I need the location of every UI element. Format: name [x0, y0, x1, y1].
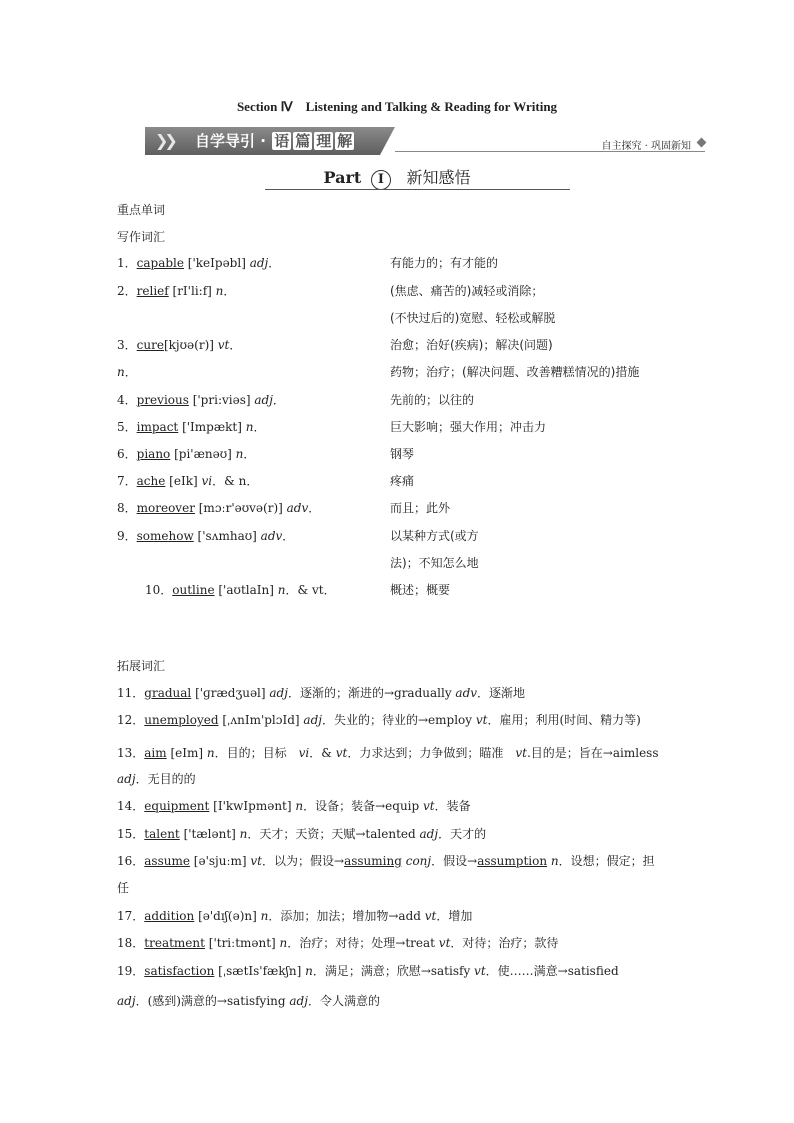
word-pos: n — [550, 854, 559, 868]
word-phonetic: ['sʌmhaʊ] — [193, 529, 261, 543]
word-number: 4． — [117, 393, 137, 407]
word-number: 1． — [117, 256, 137, 270]
word-phonetic: [kjʊə(r)] — [163, 338, 218, 352]
extension-word-line: 任 — [117, 881, 130, 895]
word-headword: somehow — [136, 529, 194, 543]
word-headword: assuming — [344, 854, 402, 868]
word-pos: adv — [455, 686, 478, 700]
writing-word-row — [117, 445, 255, 462]
word-pos: vi — [298, 746, 310, 760]
word-headword: relief — [136, 284, 169, 298]
word-pos: conj — [405, 854, 432, 868]
word-meaning: 治愈；治好(疾病)；解决(问题) — [390, 338, 553, 352]
word-pos: n — [305, 964, 313, 978]
word-pos: n — [215, 284, 224, 298]
heading-extension-words: 拓展词汇 — [117, 659, 166, 673]
writing-word-row — [117, 499, 320, 516]
word-phonetic: [eIk] — [165, 474, 202, 488]
word-pos: vt — [475, 713, 488, 727]
word-pos-tail: ． — [229, 338, 242, 352]
word-pos-tail: ． — [253, 420, 266, 434]
part-prefix: Part — [323, 168, 362, 187]
word-number: 3． — [117, 338, 137, 352]
word-phonetic: ['Impækt] — [178, 420, 246, 434]
word-headword: assume — [144, 854, 190, 868]
extension-word-line: 11．gradual ['ɡrædʒuəl] adj．逐渐的；渐进的→gradually adv．逐渐地 — [117, 686, 526, 700]
word-meaning: 概述；概要 — [390, 583, 451, 597]
word-headword: moreover — [136, 501, 195, 515]
writing-word-row — [117, 282, 235, 299]
word-meaning: 以某种方式(或方 — [390, 529, 479, 543]
word-pos-tail: ．& n． — [212, 474, 259, 488]
word-headword: assumption — [477, 854, 548, 868]
word-headword: gradual — [144, 686, 192, 700]
word-pos: adj — [289, 994, 308, 1008]
writing-word-row — [117, 363, 137, 380]
word-headword: unemployed — [144, 713, 219, 727]
word-headword: treatment — [144, 936, 205, 950]
word-pos: vt — [335, 746, 348, 760]
word-pos-tail: ． — [308, 501, 321, 515]
word-meaning: (不快过后的)宽慰、轻松或解脱 — [390, 311, 556, 325]
word-headword: impact — [136, 420, 179, 434]
word-headword: capable — [136, 256, 184, 270]
word-pos: n — [277, 583, 286, 597]
part-underline — [265, 189, 570, 190]
word-pos-tail: ．& vt． — [285, 583, 336, 597]
word-phonetic: [pi'ænəʊ] — [170, 447, 236, 461]
word-number: 8． — [117, 501, 137, 515]
word-pos: adj — [269, 686, 288, 700]
word-phonetic: [rI'li:f] — [168, 284, 216, 298]
word-pos: vt — [474, 964, 486, 978]
extension-word-line: 15．talent ['tælənt] n．天才；天资；天赋→talented adj．天才的 — [117, 827, 487, 841]
word-pos: adj — [249, 256, 269, 270]
extension-word-line: 13．aim [eIm] n．目的；目标 vi．& vt．力求达到；力争做到；瞄准 vt.目的是；旨在→aimless — [117, 746, 659, 760]
word-pos: adj — [303, 713, 322, 727]
part-roman-numeral: Ⅰ — [371, 170, 391, 190]
word-pos: n — [206, 746, 215, 760]
writing-word-row — [145, 581, 336, 598]
banner-char: 语 — [274, 132, 290, 150]
word-headword: satisfaction — [144, 964, 215, 978]
writing-word-row — [117, 254, 280, 271]
word-headword: piano — [136, 447, 171, 461]
extension-word-line: 17．addition [ə'dɪʃ(ə)n] n．添加；加法；增加物→add vt．增加 — [117, 909, 473, 923]
part-subtitle: 新知感悟 — [406, 168, 471, 187]
word-headword: outline — [172, 583, 215, 597]
section-banner — [145, 127, 705, 155]
word-pos: vi — [201, 474, 213, 488]
banner-dot: · — [260, 132, 266, 150]
word-number: 2． — [117, 284, 137, 298]
word-phonetic: ['pri:viəs] — [188, 393, 255, 407]
word-headword: cure — [136, 338, 164, 352]
word-number: 7． — [117, 474, 137, 488]
banner-label-a: 自学导引 — [195, 132, 256, 150]
word-pos: adv — [286, 501, 309, 515]
word-pos: vt — [424, 909, 437, 923]
word-pos: vt — [515, 746, 527, 760]
word-meaning: 先前的；以往的 — [390, 393, 475, 407]
word-pos: vt — [423, 799, 435, 813]
word-pos: adj — [117, 772, 136, 786]
heading-key-words: 重点单词 — [117, 203, 166, 217]
word-pos: adv — [260, 529, 283, 543]
word-headword: addition — [144, 909, 195, 923]
word-headword: aim — [144, 746, 167, 760]
banner-char: 篇 — [295, 132, 311, 150]
section-title: Section Ⅳ Listening and Talking & Reading for Writing — [236, 99, 558, 114]
word-number: 10． — [145, 583, 173, 597]
writing-word-row — [117, 336, 241, 353]
word-pos: vt — [438, 936, 451, 950]
extension-word-line: 12．unemployed [ˌʌnIm'plɔId] adj．失业的；待业的→employ vt．雇用；利用(时间、精力等) — [117, 713, 641, 727]
word-pos: adj — [117, 994, 136, 1008]
word-headword: equipment — [144, 799, 210, 813]
extension-word-line: adj．(感到)满意的→satisfying adj．令人满意的 — [117, 994, 380, 1008]
banner-label — [195, 130, 355, 151]
diamond-icon — [697, 138, 707, 148]
word-meaning: 而且；此外 — [390, 501, 451, 515]
word-headword: previous — [136, 393, 189, 407]
extension-word-line: 16．assume [ə'sjuːm] vt．以为；假设→assuming conj．假设→assumption n．设想；假定；担 — [117, 854, 655, 868]
word-pos-tail: ． — [124, 365, 137, 379]
word-phonetic: ['aʊtlaIn] — [214, 583, 278, 597]
part-heading — [0, 165, 794, 190]
banner-char: 理 — [316, 132, 332, 150]
word-pos-tail: ． — [223, 284, 236, 298]
word-pos-tail: ． — [272, 393, 285, 407]
extension-word-line: 18．treatment ['triːtmənt] n．治疗；对待；处理→treat vt．对待；治疗；款待 — [117, 936, 559, 950]
word-meaning: 法)；不知怎么地 — [390, 556, 479, 570]
word-pos: vt — [217, 338, 230, 352]
word-meaning: 有能力的；有才能的 — [390, 256, 499, 270]
extension-word-line: 19．satisfaction [ˌsætIs'fækʃn] n．满足；满意；欣慰→satisfy vt．使……满意→satisfied — [117, 964, 619, 978]
word-pos: n — [279, 936, 288, 950]
word-pos: adj — [419, 827, 439, 841]
word-pos: n — [235, 447, 244, 461]
extension-word-line: adj．无目的的 — [117, 772, 196, 786]
word-pos: n — [239, 827, 248, 841]
word-phonetic: [mɔːr'əʊvə(r)] — [194, 501, 287, 515]
word-meaning: (焦虑、痛苦的)减轻或消除； — [390, 284, 544, 298]
word-number: 9． — [117, 529, 137, 543]
word-pos-tail: ． — [268, 256, 281, 270]
word-pos: n — [295, 799, 304, 813]
word-meaning: 巨大影响；强大作用；冲击力 — [390, 420, 547, 434]
word-number: 5． — [117, 420, 137, 434]
extension-word-line: 14．equipment [I'kwIpmənt] n．设备；装备→equip vt．装备 — [117, 799, 471, 813]
banner-char: 解 — [337, 132, 353, 150]
banner-right-text: 自主探究 · 巩固新知 — [601, 141, 691, 152]
word-headword: ache — [136, 474, 166, 488]
writing-word-row — [117, 418, 265, 435]
chevron-right-icon: ❯❯ — [155, 131, 174, 150]
word-pos: n — [117, 365, 125, 379]
heading-writing-words: 写作词汇 — [117, 230, 166, 244]
word-pos-tail: ． — [243, 447, 256, 461]
word-meaning: 钢琴 — [390, 447, 415, 461]
word-headword: talent — [144, 827, 180, 841]
word-number: 6． — [117, 447, 137, 461]
word-meaning: 疼痛 — [390, 474, 415, 488]
word-pos: vt — [250, 854, 262, 868]
writing-word-row — [117, 527, 294, 544]
word-pos: adj — [254, 393, 273, 407]
writing-word-row — [117, 472, 258, 489]
writing-word-row — [117, 391, 285, 408]
word-meaning: 药物；治疗；(解决问题、改善糟糕情况的)措施 — [390, 365, 640, 379]
word-phonetic: ['keIpəbl] — [183, 256, 250, 270]
word-pos: n — [245, 420, 254, 434]
word-pos-tail: ． — [282, 529, 295, 543]
word-pos: n — [260, 909, 269, 923]
